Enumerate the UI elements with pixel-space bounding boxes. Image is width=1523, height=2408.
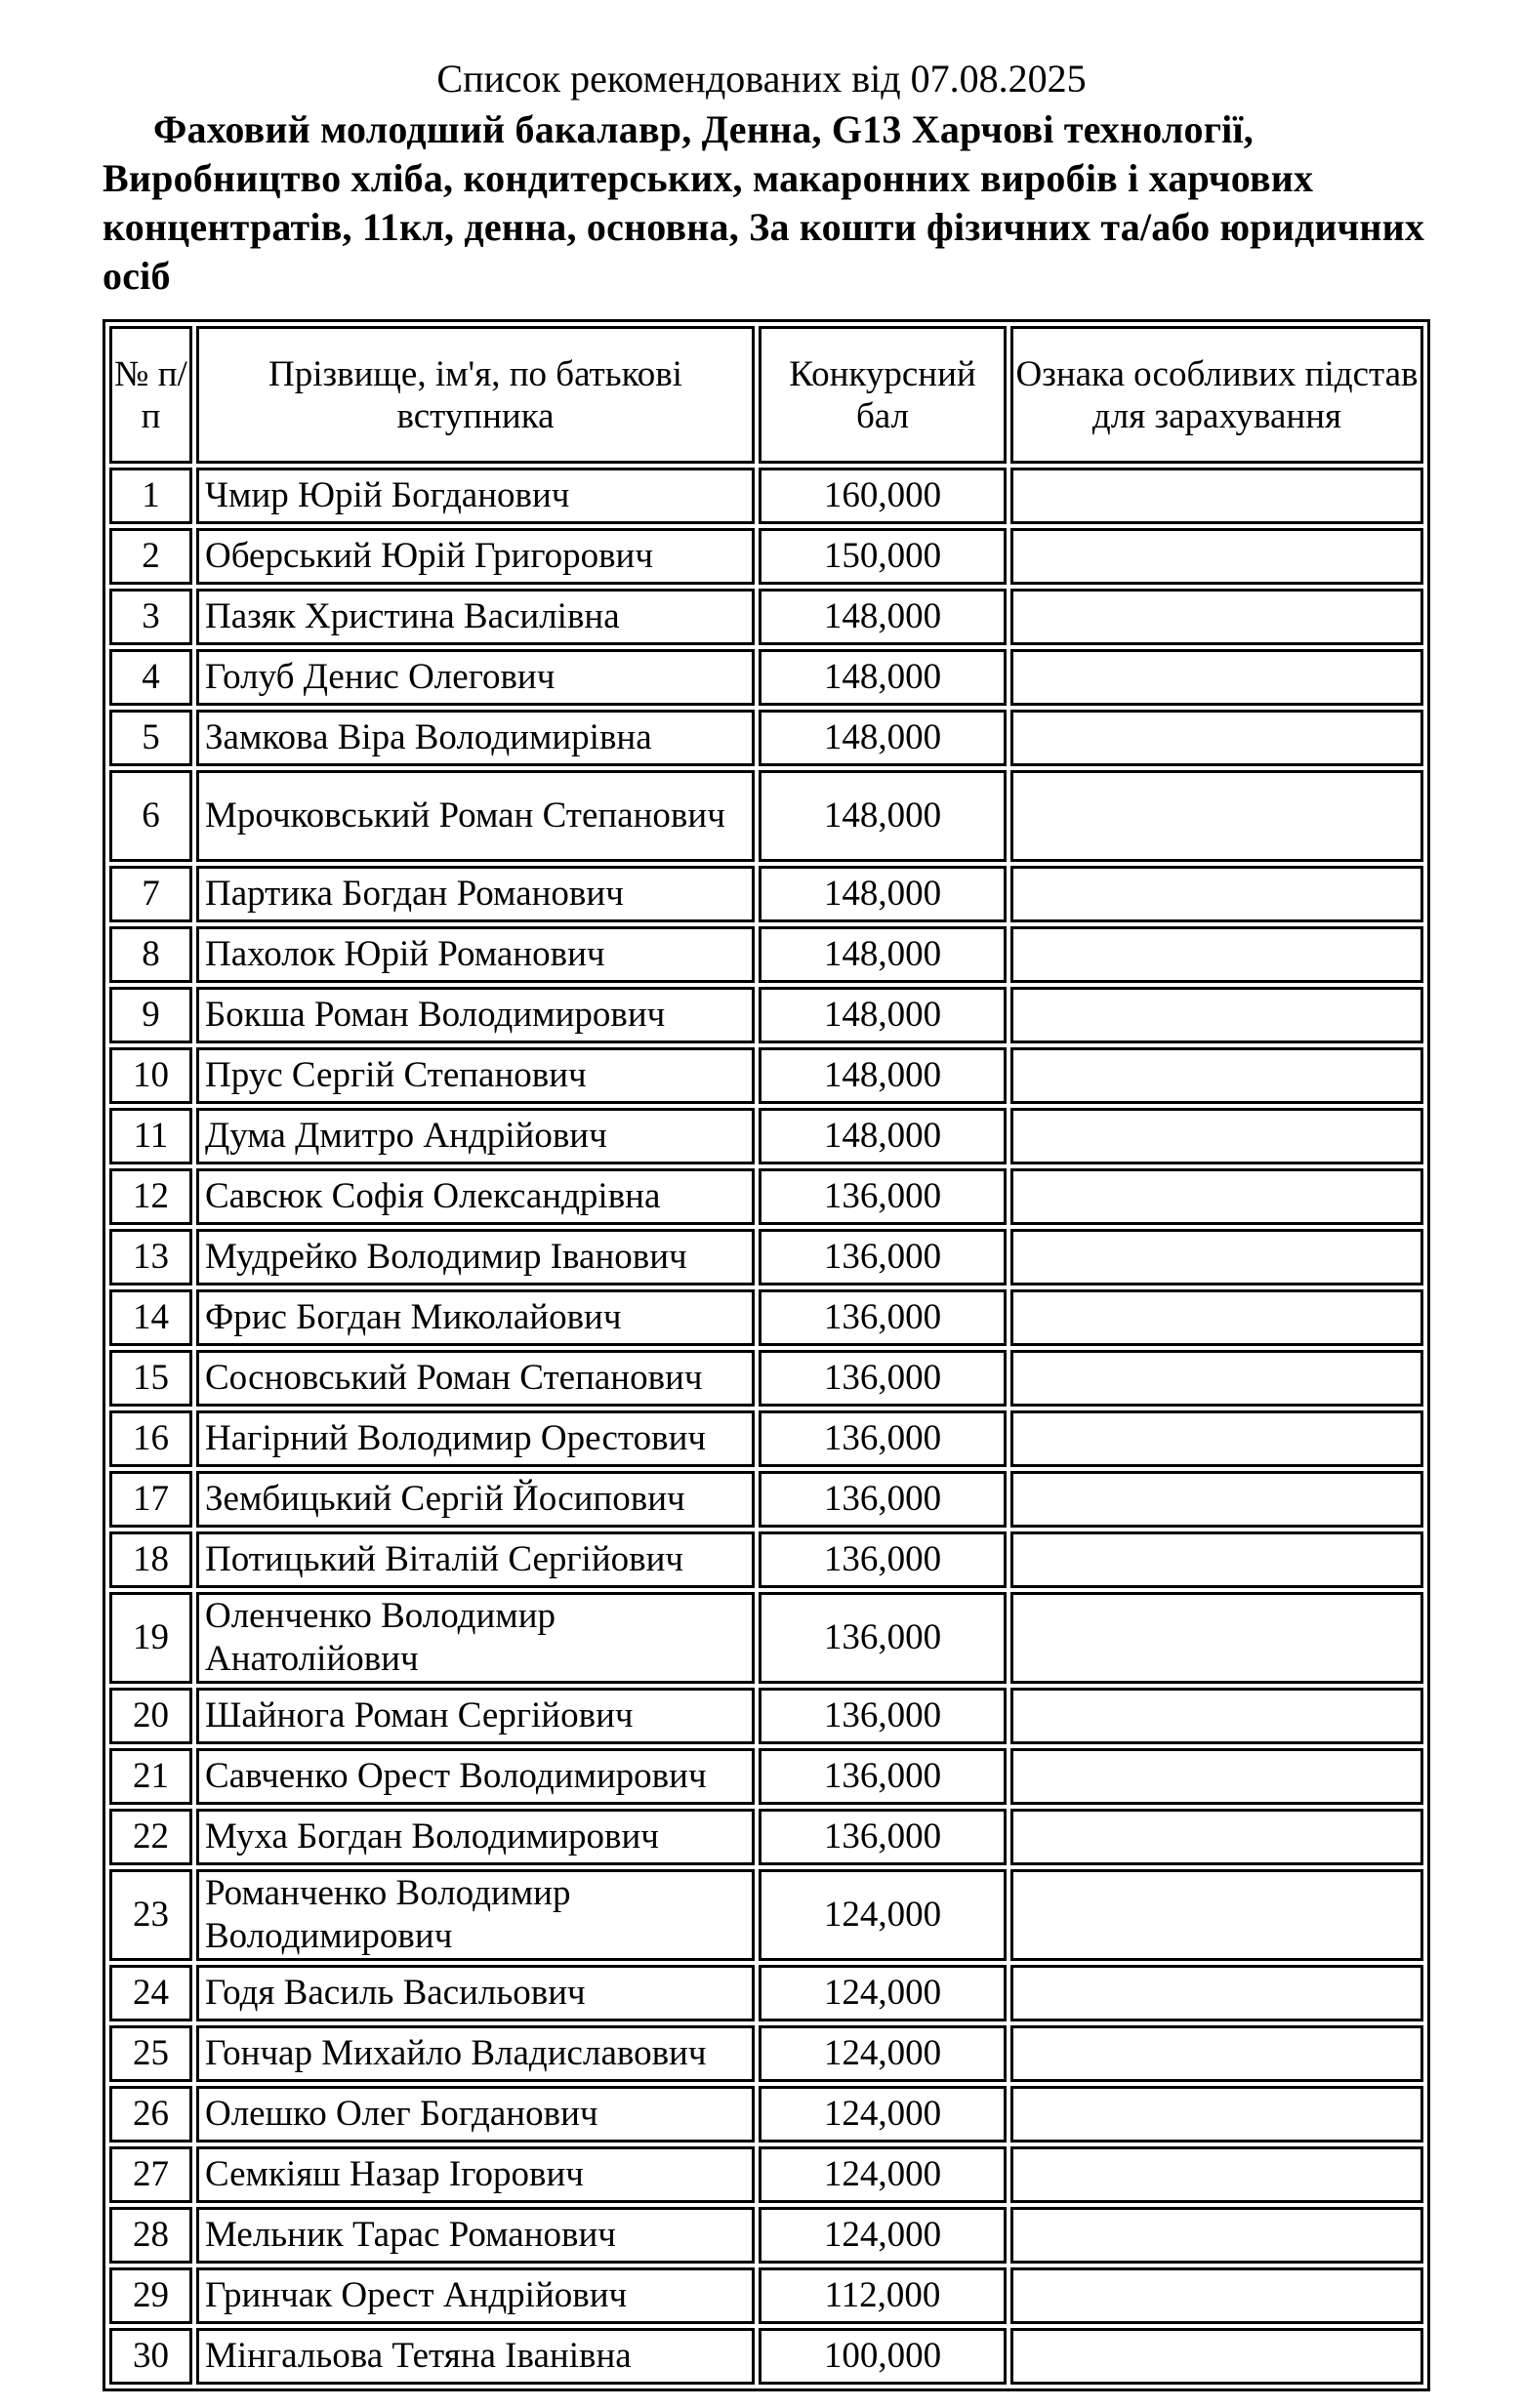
row-score: 136,000: [759, 1289, 1007, 1346]
row-basis: [1010, 1748, 1423, 1805]
table-row: [109, 1869, 1423, 1961]
row-basis: [1010, 1688, 1423, 1744]
row-score: 136,000: [759, 1748, 1007, 1805]
row-num: 3: [109, 589, 192, 645]
row-num: 18: [109, 1531, 192, 1588]
row-basis: [1010, 1108, 1423, 1164]
table-row: [109, 589, 1423, 645]
row-name: Оберський Юрій Григорович: [196, 528, 755, 585]
row-name: Мрочковський Роман Степанович: [196, 770, 755, 862]
row-score: 136,000: [759, 1350, 1007, 1407]
row-score: 150,000: [759, 528, 1007, 585]
row-basis: [1010, 1047, 1423, 1104]
row-basis: [1010, 589, 1423, 645]
row-score: 148,000: [759, 770, 1007, 862]
row-score: 100,000: [759, 2328, 1007, 2385]
row-num: 17: [109, 1471, 192, 1528]
row-score: 148,000: [759, 1108, 1007, 1164]
row-num: 30: [109, 2328, 192, 2385]
row-name: Гринчак Орест Андрійович: [196, 2267, 755, 2324]
row-num: 12: [109, 1168, 192, 1225]
row-name: Шайнога Роман Сергійович: [196, 1688, 755, 1744]
row-name: Фрис Богдан Миколайович: [196, 1289, 755, 1346]
table-row: [109, 710, 1423, 766]
row-basis: [1010, 987, 1423, 1043]
table-row: [109, 1809, 1423, 1865]
row-name: Пазяк Христина Василівна: [196, 589, 755, 645]
row-basis: [1010, 1168, 1423, 1225]
table-row: [109, 2328, 1423, 2385]
row-name: Прус Сергій Степанович: [196, 1047, 755, 1104]
row-basis: [1010, 1869, 1423, 1961]
row-basis: [1010, 1471, 1423, 1528]
row-basis: [1010, 468, 1423, 524]
row-num: 15: [109, 1350, 192, 1407]
table-header-row: [109, 326, 1423, 464]
table-row: [109, 1531, 1423, 1588]
row-name: Савченко Орест Володимирович: [196, 1748, 755, 1805]
table-row: [109, 1471, 1423, 1528]
table-row: [109, 1168, 1423, 1225]
row-name: Олешко Олег Богданович: [196, 2086, 755, 2143]
row-basis: [1010, 1229, 1423, 1286]
row-num: 21: [109, 1748, 192, 1805]
row-num: 19: [109, 1592, 192, 1684]
row-name: Голуб Денис Олегович: [196, 649, 755, 706]
row-num: 10: [109, 1047, 192, 1104]
row-score: 148,000: [759, 589, 1007, 645]
row-num: 24: [109, 1965, 192, 2021]
row-name: Мудрейко Володимир Іванович: [196, 1229, 755, 1286]
table-row: [109, 1108, 1423, 1164]
row-name: Мінгальова Тетяна Іванівна: [196, 2328, 755, 2385]
row-score: 124,000: [759, 2025, 1007, 2082]
table-row: [109, 926, 1423, 983]
table-row: [109, 770, 1423, 862]
row-score: 148,000: [759, 987, 1007, 1043]
row-basis: [1010, 2207, 1423, 2264]
row-score: 124,000: [759, 2086, 1007, 2143]
table-row: [109, 2025, 1423, 2082]
table-row: [109, 1592, 1423, 1684]
table-row: [109, 2086, 1423, 2143]
row-name: Зембицький Сергій Йосипович: [196, 1471, 755, 1528]
row-basis: [1010, 2146, 1423, 2203]
header-score: Конкурсний бал: [759, 326, 1007, 464]
row-score: 124,000: [759, 1869, 1007, 1961]
row-score: 136,000: [759, 1229, 1007, 1286]
row-num: 1: [109, 468, 192, 524]
row-name: Мельник Тарас Романович: [196, 2207, 755, 2264]
table-row: [109, 1289, 1423, 1346]
recommended-list-table: [103, 319, 1430, 2391]
row-basis: [1010, 2328, 1423, 2385]
row-name: Семкіяш Назар Ігорович: [196, 2146, 755, 2203]
table-row: [109, 2207, 1423, 2264]
table-row: [109, 2146, 1423, 2203]
row-score: 136,000: [759, 1531, 1007, 1588]
row-num: 27: [109, 2146, 192, 2203]
row-basis: [1010, 2025, 1423, 2082]
row-basis: [1010, 770, 1423, 862]
table-row: [109, 1047, 1423, 1104]
row-num: 25: [109, 2025, 192, 2082]
row-name: Пахолок Юрій Романович: [196, 926, 755, 983]
row-num: 20: [109, 1688, 192, 1744]
table-row: [109, 528, 1423, 585]
row-basis: [1010, 1965, 1423, 2021]
document-title: Список рекомендованих від 07.08.2025: [436, 57, 1087, 101]
row-name: Савсюк Софія Олександрівна: [196, 1168, 755, 1225]
table-row: [109, 1229, 1423, 1286]
row-basis: [1010, 649, 1423, 706]
row-score: 148,000: [759, 710, 1007, 766]
header-num: № п/п: [109, 326, 192, 464]
row-name: Нагірний Володимир Орестович: [196, 1410, 755, 1467]
table-row: [109, 1688, 1423, 1744]
row-num: 16: [109, 1410, 192, 1467]
row-num: 9: [109, 987, 192, 1043]
row-num: 14: [109, 1289, 192, 1346]
row-num: 2: [109, 528, 192, 585]
program-description: Фаховий молодший бакалавр, Денна, G13 Харчові технології, Виробництво хліба, кондитерських, макаронних виробів і харчових концентратів, 11кл, денна, основна, За кошти фізичних та/або юридичних осіб: [103, 107, 1425, 298]
row-score: 136,000: [759, 1471, 1007, 1528]
row-score: 112,000: [759, 2267, 1007, 2324]
row-basis: [1010, 1289, 1423, 1346]
table-row: [109, 1965, 1423, 2021]
row-score: 136,000: [759, 1592, 1007, 1684]
row-name: Годя Василь Васильович: [196, 1965, 755, 2021]
row-num: 13: [109, 1229, 192, 1286]
table-row: [109, 1410, 1423, 1467]
row-score: 124,000: [759, 1965, 1007, 2021]
row-name: Сосновський Роман Степанович: [196, 1350, 755, 1407]
row-num: 23: [109, 1869, 192, 1961]
row-score: 136,000: [759, 1688, 1007, 1744]
row-basis: [1010, 866, 1423, 922]
row-score: 124,000: [759, 2207, 1007, 2264]
row-num: 29: [109, 2267, 192, 2324]
row-num: 11: [109, 1108, 192, 1164]
table-row: [109, 866, 1423, 922]
row-num: 28: [109, 2207, 192, 2264]
table-row: [109, 2267, 1423, 2324]
row-num: 22: [109, 1809, 192, 1865]
row-num: 7: [109, 866, 192, 922]
row-name: Оленченко Володимир Анатолійович: [196, 1592, 755, 1684]
row-num: 5: [109, 710, 192, 766]
row-score: 148,000: [759, 926, 1007, 983]
row-basis: [1010, 2267, 1423, 2324]
row-score: 124,000: [759, 2146, 1007, 2203]
row-basis: [1010, 1350, 1423, 1407]
row-basis: [1010, 1410, 1423, 1467]
row-name: Замкова Віра Володимирівна: [196, 710, 755, 766]
row-name: Романченко Володимир Володимирович: [196, 1869, 755, 1961]
row-num: 8: [109, 926, 192, 983]
row-name: Дума Дмитро Андрійович: [196, 1108, 755, 1164]
table-row: [109, 987, 1423, 1043]
header-basis: Ознака особливих підстав для зарахування: [1010, 326, 1423, 464]
row-name: Гончар Михайло Владиславович: [196, 2025, 755, 2082]
table-row: [109, 1350, 1423, 1407]
header-name: Прізвище, ім'я, по батькові вступника: [196, 326, 755, 464]
row-basis: [1010, 1809, 1423, 1865]
row-name: Муха Богдан Володимирович: [196, 1809, 755, 1865]
row-name: Потицький Віталій Сергійович: [196, 1531, 755, 1588]
row-name: Партика Богдан Романович: [196, 866, 755, 922]
row-name: Бокша Роман Володимирович: [196, 987, 755, 1043]
row-basis: [1010, 1531, 1423, 1588]
row-score: 136,000: [759, 1168, 1007, 1225]
row-basis: [1010, 528, 1423, 585]
table-body: [109, 468, 1423, 2385]
row-score: 136,000: [759, 1410, 1007, 1467]
row-score: 148,000: [759, 1047, 1007, 1104]
table-row: [109, 1748, 1423, 1805]
row-num: 6: [109, 770, 192, 862]
row-num: 4: [109, 649, 192, 706]
row-num: 26: [109, 2086, 192, 2143]
row-name: Чмир Юрій Богданович: [196, 468, 755, 524]
row-basis: [1010, 2086, 1423, 2143]
row-basis: [1010, 710, 1423, 766]
row-score: 160,000: [759, 468, 1007, 524]
row-basis: [1010, 926, 1423, 983]
table-row: [109, 649, 1423, 706]
row-score: 148,000: [759, 866, 1007, 922]
table-row: [109, 468, 1423, 524]
row-score: 136,000: [759, 1809, 1007, 1865]
row-basis: [1010, 1592, 1423, 1684]
row-score: 148,000: [759, 649, 1007, 706]
